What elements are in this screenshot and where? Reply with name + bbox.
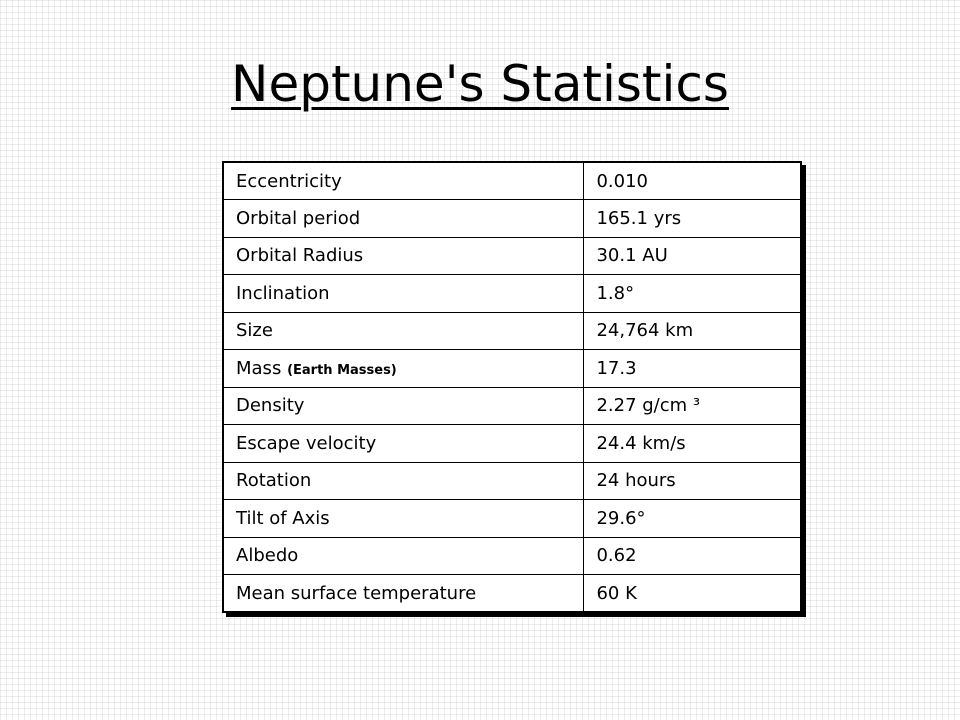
row-value: 30.1 AU	[584, 237, 801, 275]
table-row	[223, 350, 801, 388]
row-label: Albedo	[223, 537, 584, 575]
row-value: 29.6°	[584, 500, 801, 538]
row-label: Inclination	[223, 275, 584, 313]
table-row	[223, 275, 801, 313]
row-value: 1.8°	[584, 275, 801, 313]
table-row	[223, 200, 801, 238]
row-value: 24,764 km	[584, 312, 801, 350]
table-row	[223, 575, 801, 613]
row-label-main: Mass	[236, 357, 282, 379]
row-label: Rotation	[223, 462, 584, 500]
page-title-text: Neptune's Statistics	[231, 55, 729, 113]
row-label: Orbital period	[223, 200, 584, 238]
row-value: 24.4 km/s	[584, 425, 801, 463]
row-label: Orbital Radius	[223, 237, 584, 275]
row-label	[223, 350, 584, 388]
table-row	[223, 462, 801, 500]
row-label: Escape velocity	[223, 425, 584, 463]
row-value: 24 hours	[584, 462, 801, 500]
row-value: 2.27 g/cm ³	[584, 387, 801, 425]
table-row	[223, 500, 801, 538]
table-row	[223, 162, 801, 200]
table-row	[223, 387, 801, 425]
statistics-table	[222, 161, 802, 613]
table-row	[223, 425, 801, 463]
row-value: 17.3	[584, 350, 801, 388]
row-label: Mean surface temperature	[223, 575, 584, 613]
row-value: 0.010	[584, 162, 801, 200]
row-value: 165.1 yrs	[584, 200, 801, 238]
row-label: Tilt of Axis	[223, 500, 584, 538]
row-label: Density	[223, 387, 584, 425]
table-row	[223, 537, 801, 575]
row-value: 60 K	[584, 575, 801, 613]
row-label: Size	[223, 312, 584, 350]
page-title	[0, 52, 960, 116]
row-label-note: (Earth Masses)	[287, 362, 397, 378]
table-row	[223, 237, 801, 275]
table-row	[223, 312, 801, 350]
row-value: 0.62	[584, 537, 801, 575]
row-label: Eccentricity	[223, 162, 584, 200]
